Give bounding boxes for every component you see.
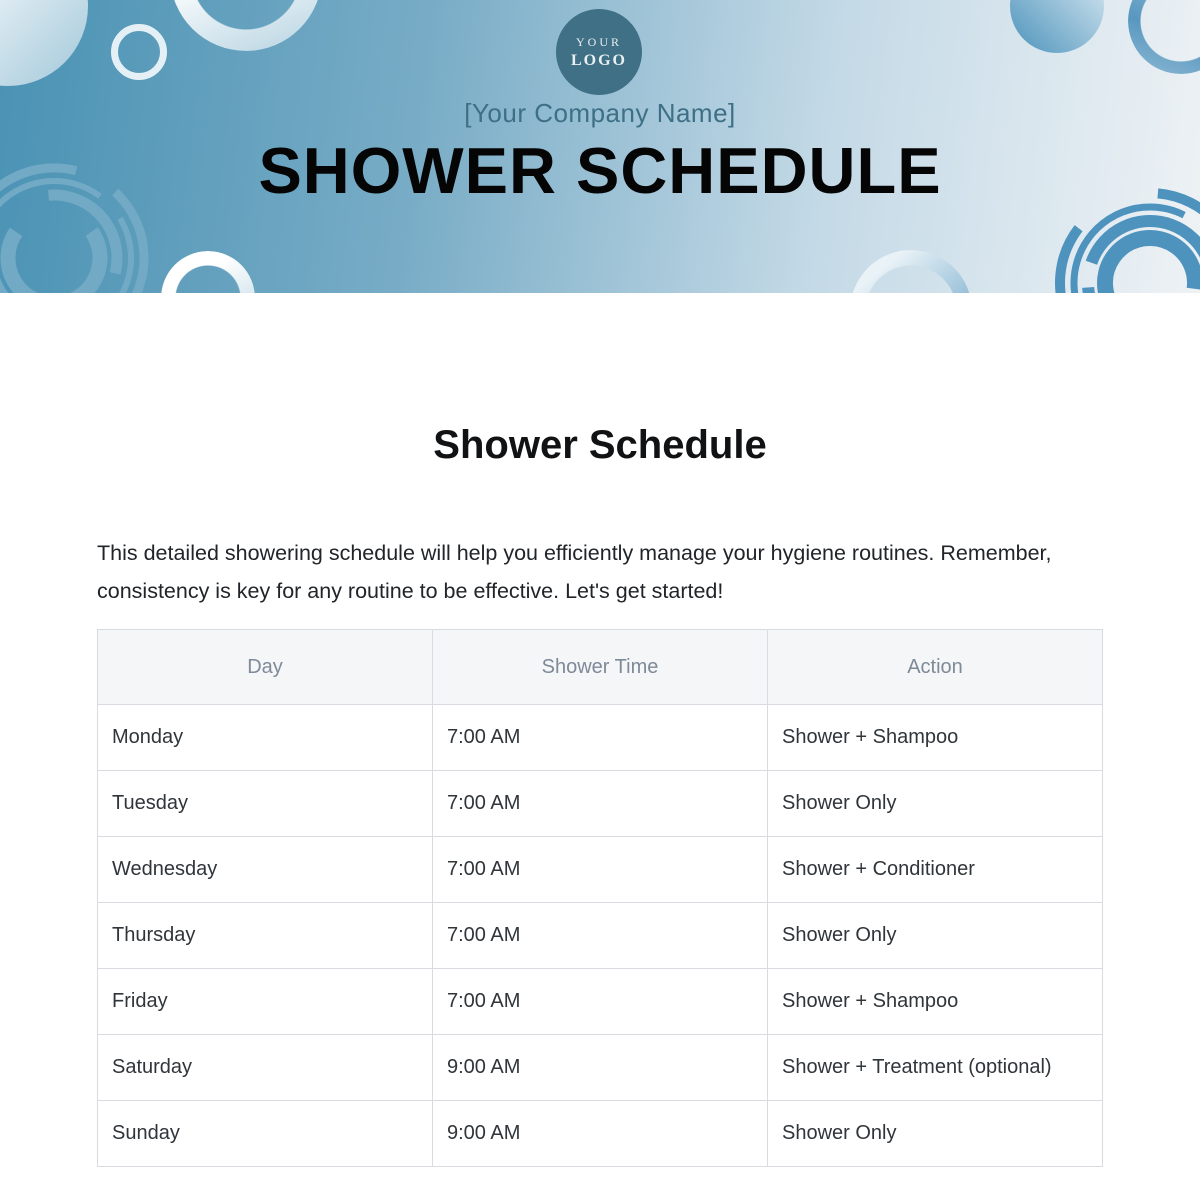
table-body — [98, 705, 1103, 1167]
intro-paragraph: This detailed showering schedule will help you efficiently manage your hygiene routines. Remember, consistency is key for any routine to be effective. Let's get started! — [97, 541, 1052, 603]
banner — [0, 0, 1200, 293]
table-header — [98, 630, 1103, 705]
decor-filled-circle-top-left — [0, 0, 88, 86]
logo-text-line2: LOGO — [570, 51, 627, 69]
table-cell: Monday — [98, 705, 433, 771]
table-row — [98, 837, 1103, 903]
table-cell: Shower Only — [768, 771, 1103, 837]
decor-ring-bottom-left — [161, 251, 255, 293]
column-header: Shower Time — [433, 630, 768, 705]
table-row — [98, 705, 1103, 771]
table-cell: 9:00 AM — [433, 1101, 768, 1167]
table-cell: 7:00 AM — [433, 837, 768, 903]
table-cell: Shower + Conditioner — [768, 837, 1103, 903]
logo-text-line1: YOUR — [575, 34, 622, 49]
company-name: [Your Company Name] — [464, 98, 736, 128]
company-logo — [556, 9, 642, 95]
column-header: Action — [768, 630, 1103, 705]
decor-small-ring-top-left — [111, 24, 167, 80]
table-cell: Saturday — [98, 1035, 433, 1101]
banner-title: SHOWER SCHEDULE — [258, 134, 942, 207]
table-cell: Shower + Shampoo — [768, 969, 1103, 1035]
decor-ring-bottom-middle — [850, 250, 972, 293]
table-cell: Shower Only — [768, 903, 1103, 969]
table-cell: 7:00 AM — [433, 705, 768, 771]
document-content — [97, 420, 1103, 1167]
decor-filled-circle-top-right — [1010, 0, 1104, 53]
table-row — [98, 903, 1103, 969]
table-row — [98, 969, 1103, 1035]
table-row — [98, 1035, 1103, 1101]
table-header-row — [98, 630, 1103, 705]
schedule-table — [97, 629, 1103, 1167]
table-cell: Tuesday — [98, 771, 433, 837]
table-cell: Wednesday — [98, 837, 433, 903]
table-cell: 7:00 AM — [433, 969, 768, 1035]
table-cell: Shower + Shampoo — [768, 705, 1103, 771]
table-cell: Thursday — [98, 903, 433, 969]
table-row — [98, 1101, 1103, 1167]
table-cell: 9:00 AM — [433, 1035, 768, 1101]
page-title: Shower Schedule — [433, 423, 767, 467]
table-cell: 7:00 AM — [433, 903, 768, 969]
table-row — [98, 771, 1103, 837]
table-cell: 7:00 AM — [433, 771, 768, 837]
table-cell: Shower + Treatment (optional) — [768, 1035, 1103, 1101]
decor-large-ring-top-left — [170, 0, 322, 51]
table-cell: Shower Only — [768, 1101, 1103, 1167]
table-cell: Sunday — [98, 1101, 433, 1167]
column-header: Day — [98, 630, 433, 705]
decor-ring-top-right-corner — [1128, 0, 1200, 74]
table-cell: Friday — [98, 969, 433, 1035]
